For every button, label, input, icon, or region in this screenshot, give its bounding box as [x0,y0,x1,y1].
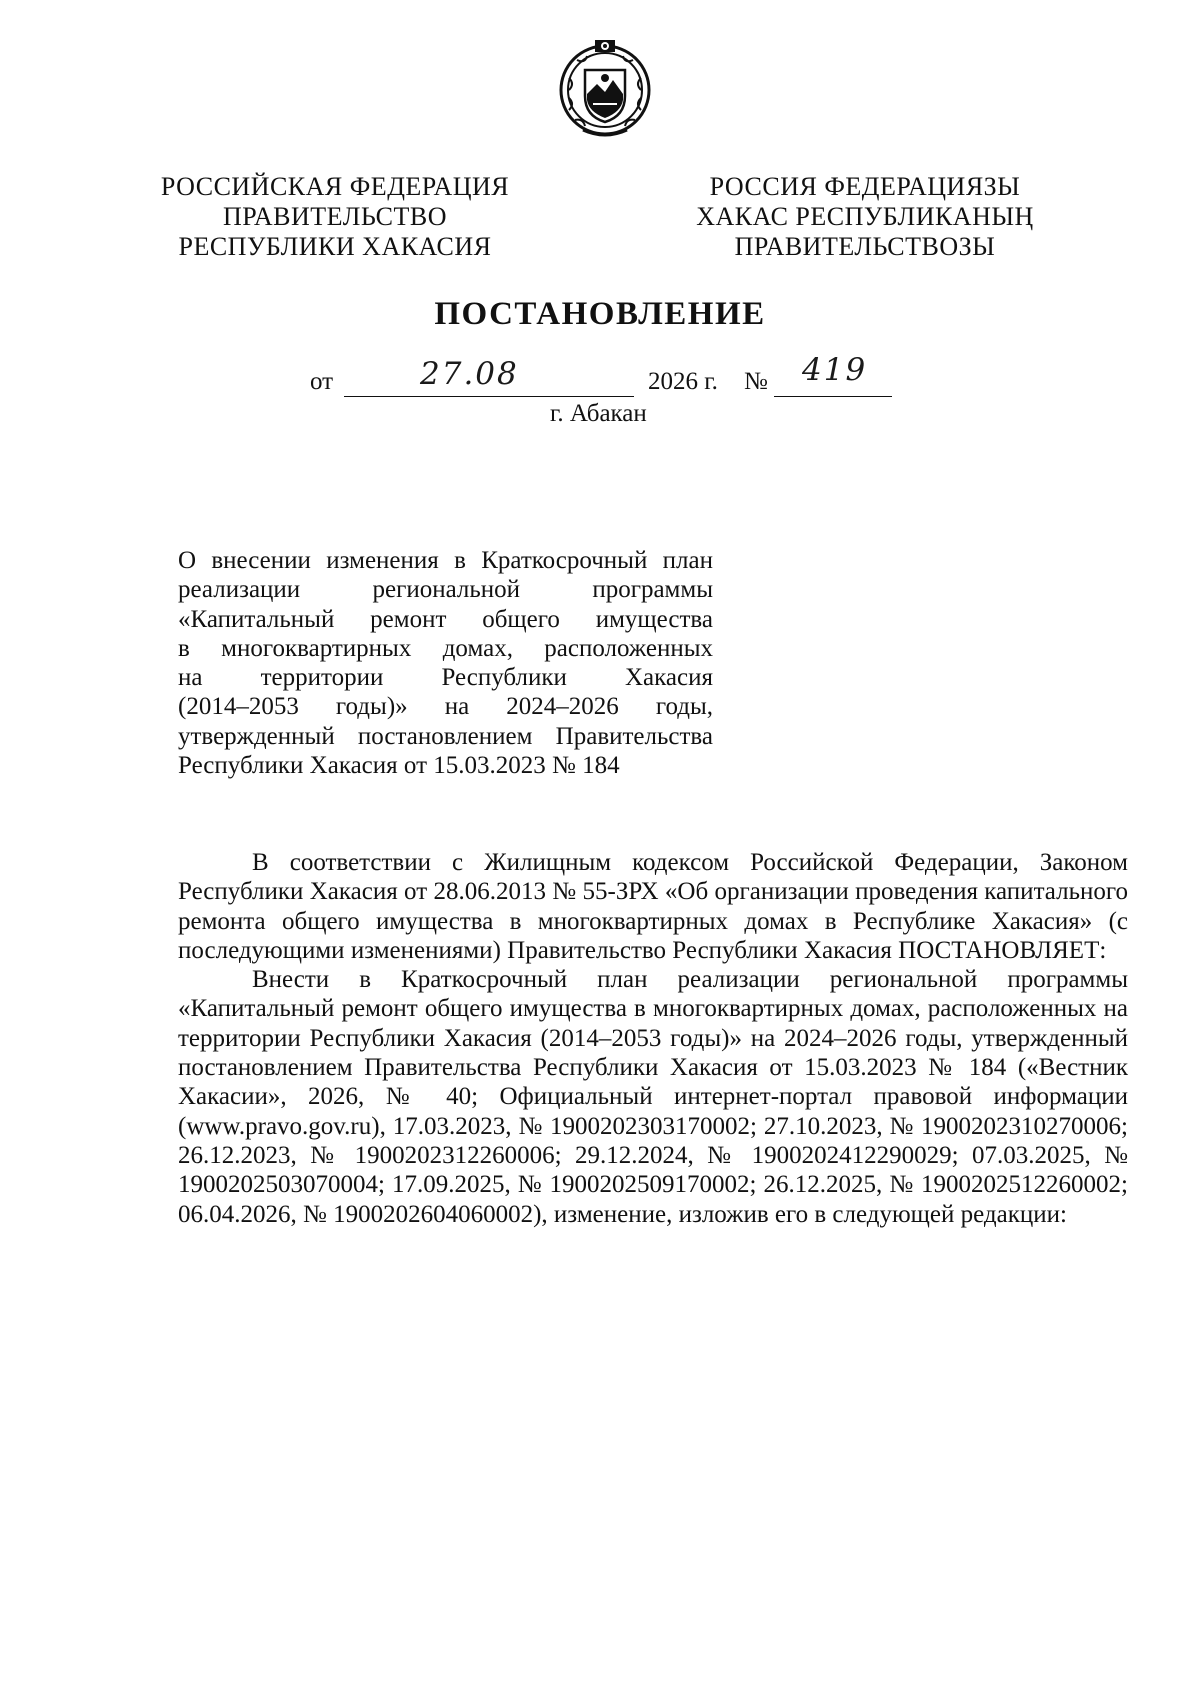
header-left-line-3: РЕСПУБЛИКИ ХАКАСИЯ [178,232,492,261]
document-title: ПОСТАНОВЛЕНИЕ [434,296,766,332]
coat-of-arms-icon [553,36,657,140]
body-paragraph-2: Внести в Краткосрочный план реализации региональной программы «Капитальный ремонт общего имущества в многоквартирных домах, расположенных на территории Республики Хакасия (2014–2053 годы)» на 2024–2026 годы, утвержденный постановлением Правительства Республики Хакасия от 15.03.2023 № 184 («Вестник Хакасии», 2026, № 40; Официальный интернет-портал правовой информации (www.pravo.gov.ru), 17.03.2023, № 1900202303170002; 27.10.2023, № 1900202310270006; 26.12.2023, № 1900202312260006; 29.12.2024, № 1900202412290029; 07.03.2025, № 1900202503070004; 17.09.2025, № 1900202509170002; 26.12.2025, № 1900202512260002; 06.04.2026, № 1900202604060002), изменение, изложив его в следующей редакции: [178,966,1128,1228]
year-label: 2026 г. [648,368,718,395]
number-handwritten: 419 [802,352,868,388]
city-label: г. Абакан [550,400,647,427]
subject-line: утвержденный постановлением Правительства [178,722,713,750]
date-underline [344,396,634,397]
subject-line: «Капитальный ремонт общего имущества [178,605,713,633]
header-left-line-1: РОССИЙСКАЯ ФЕДЕРАЦИЯ [160,172,510,201]
subject-line: в многоквартирных домах, расположенных [178,634,713,662]
body-text [178,848,1128,1229]
header-right-block [690,172,1040,262]
number-sign: № [744,368,768,395]
date-prefix: от [310,368,334,395]
header-left-line-2: ПРАВИТЕЛЬСТВО [223,202,447,231]
subject-block [178,546,713,780]
subject-line: на территории Республики Хакасия [178,664,713,692]
header-right-line-3: ПРАВИТЕЛЬСТВОЗЫ [734,232,996,261]
subject-line: (2014–2053 годы)» на 2024–2026 годы, [178,693,713,721]
subject-line: реализации региональной программы [178,576,713,604]
subject-line: Республики Хакасия от 15.03.2023 № 184 [178,752,620,780]
header-right-line-1: РОССИЯ ФЕДЕРАЦИЯЗЫ [709,172,1021,201]
number-underline [774,396,892,397]
subject-line: О внесении изменения в Краткосрочный план [178,547,713,574]
header-right-line-2: ХАКАС РЕСПУБЛИКАНЫҢ [696,202,1034,231]
header-left-block [160,172,510,262]
date-handwritten: 27.08 [420,356,519,392]
body-paragraph-1: В соответствии с Жилищным кодексом Российской Федерации, Законом Республики Хакасия от 28.06.2013 № 55-ЗРХ «Об организации проведения капитального ремонта общего имущества в многоквартирных домах в Республике Хакасия» (с последующими изменениями) Правительство Республики Хакасия ПОСТАНОВЛЯЕТ: [178,849,1128,964]
